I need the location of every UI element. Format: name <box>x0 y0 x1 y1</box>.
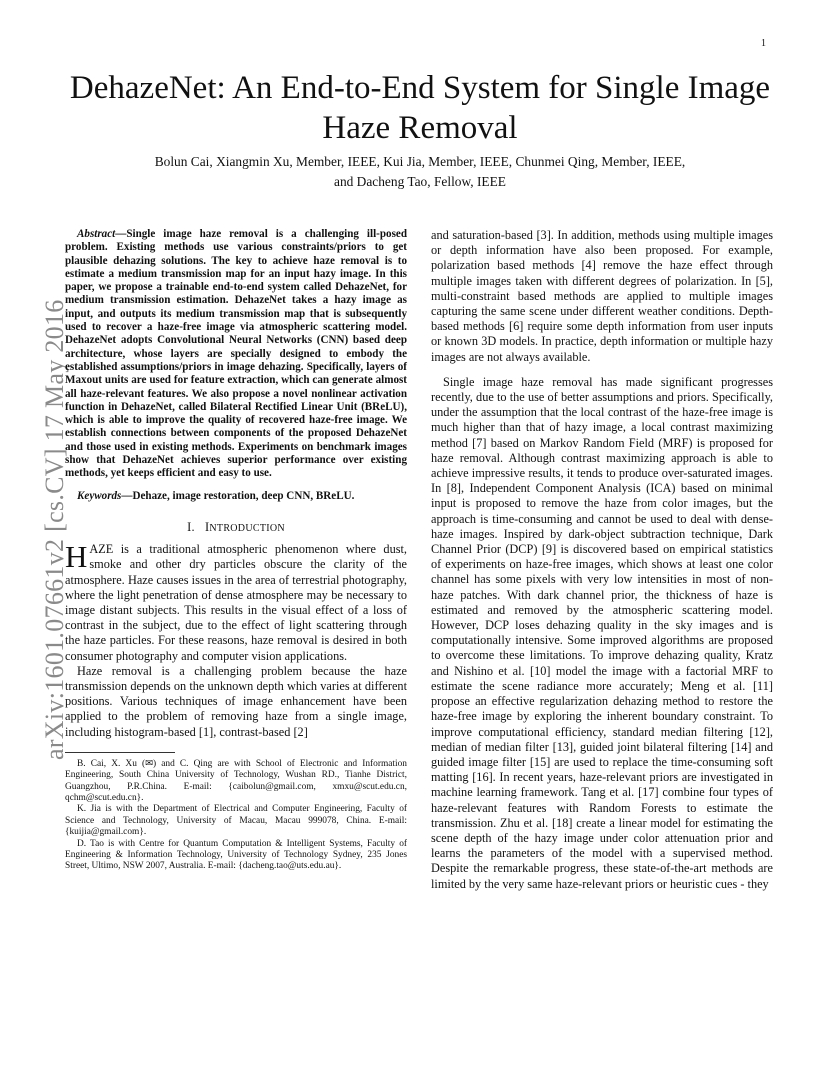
authors-line-1: Bolun Cai, Xiangmin Xu, Member, IEEE, Kui Jia, Member, IEEE, Chunmei Qing, Member, IEEE, <box>154 154 686 169</box>
intro-paragraph-1-text: AZE is a traditional atmospheric phenomenon where dust, smoke and other dry particles obscure the clarity of the atmosphere. Haze causes issues in the area of terrestrial photography, where the light penetration of dense atmosphere may be necessary to image distant subjects. This results in the visual effect of a loss of contrast in the subject, due to the effect of light scattering through the haze particles. For these reasons, haze removal is desired in both consumer photography and computer vision applications. <box>65 542 407 663</box>
intro-paragraph-2: Haze removal is a challenging problem because the haze transmission depends on the unknown depth which varies at different positions. Various techniques of image enhancement have been applied to the problem of removing haze from a single image, including histogram-based [1], contrast-based [2] <box>65 663 407 739</box>
footnote-affiliation-1: B. Cai, X. Xu (✉) and C. Qing are with School of Electronic and Information Engineering, South China University of Technology, Wushan RD., Tianhe District, Guangzhou, P.R.China. E-mail: {caibolun@gmail.com, xmxu@scut.edu.cn, qchm@scut.edu.cn}. <box>65 758 407 803</box>
footnote-affiliation-2: K. Jia is with the Department of Electrical and Computer Engineering, Faculty of Science and Technology, University of Macau, Macau 999078, China. E-mail: {kuijia@gmail.com}. <box>65 804 407 838</box>
keywords-text: —Dehaze, image restoration, deep CNN, BReLU. <box>121 489 355 502</box>
paragraph-gap <box>431 365 773 375</box>
body-paragraph-1: and saturation-based [3]. In addition, methods using multiple images or depth information have also been proposed. For example, polarization based methods [4] remove the haze effect through multiple images taken with different degrees of polarization. In [5], multi-constraint based methods are applied to multiple images capturing the same scene under different weather conditions. Depth-based methods [6] require some depth information from user inputs or known 3D models. In practice, depth information or multiple hazy images are not always available. <box>431 228 773 364</box>
right-column <box>431 228 773 892</box>
drop-cap: H <box>65 539 88 575</box>
section-number: I. <box>187 519 195 534</box>
page-number: 1 <box>761 38 766 49</box>
body-paragraph-2: Single image haze removal has made significant progresses recently, due to the use of better assumptions and priors. Specifically, under the assumption that the local contrast of the haze-free image is much higher than that of hazy image, a local contrast maximizing method [7] based on Markov Random Field (MRF) is proposed for haze removal. Although contrast maximizing approach is able to achieve impressive results, it tends to produce over-saturated images. In [8], Independent Component Analysis (ICA) based on minimal input is proposed to remove the haze from color images, but the approach is time-consuming and cannot be used to deal with dense-haze images. Inspired by dark-object subtraction technique, Dark Channel Prior (DCP) [9] is discovered based on empirical statistics of experiments on haze-free images, which shows at least one color channel has some pixels with very low intensities in most of non-haze patches. With dark channel prior, the thickness of haze is estimated and removed by the atmospheric scattering model. However, DCP loses dehazing quality in the sky images and is computationally intensive. Some improved algorithms are proposed to overcome these limitations. To improve dehazing quality, Kratz and Nishino et al. [10] model the image with a factorial MRF to estimate the scene radiance more accurately; Meng et al. [11] propose an effective regularization dehazing method to restore the haze-free image by exploring the inherent boundary constraint. To improve computational efficiency, standard median filtering [12], median of median filter [13], guided joint bilateral filtering [14] and guided image filter [15] are used to replace the time-consuming soft matting [16]. In recent years, haze-relevant priors are investigated in machine learning framework. Tang et al. [17] combine four types of haze-relevant features with Random Forests to estimate the transmission. Zhu et al. [18] create a linear model for estimating the scene depth of the hazy image under color attenuation prior and learns the parameters of the model with a supervised method. Despite the remarkable progress, these state-of-the-art methods are limited by the very same haze-relevant priors or heuristic cues - they <box>431 374 773 891</box>
title-line-1: DehazeNet: An End-to-End System for Single Image <box>69 70 771 106</box>
intro-paragraph-1 <box>65 539 407 664</box>
title-line-2: Haze Removal <box>322 110 518 146</box>
footnote-rule <box>65 752 175 753</box>
abstract <box>65 228 407 481</box>
arxiv-stamp: arXiv:1601.07661v2 [cs.CV] 17 May 2016 <box>40 299 69 760</box>
keywords-lead: Keywords <box>77 489 122 502</box>
section-title-first: I <box>204 519 210 534</box>
left-column <box>65 228 407 873</box>
author-list <box>60 152 780 192</box>
section-title-rest: NTRODUCTION <box>209 522 285 534</box>
paper-title <box>60 68 780 148</box>
keywords <box>65 490 407 503</box>
authors-line-2: and Dacheng Tao, Fellow, IEEE <box>334 174 506 189</box>
footnote-affiliation-3: D. Tao is with Centre for Quantum Computation & Intelligent Systems, Faculty of Engineering & Information Technology, University of Technology Sydney, 235 Jones Street, Ultimo, NSW 2007, Australia. E-mail: {dacheng.tao@uts.edu.au}. <box>65 838 407 872</box>
abstract-text: —Single image haze removal is a challenging ill-posed problem. Existing methods use various constraints/priors to get plausible dehazing solutions. The key to achieve haze removal is to estimate a medium transmission map for an input hazy image. In this paper, we propose a trainable end-to-end system called DehazeNet, for medium transmission estimation. DehazeNet takes a hazy image as input, and outputs its medium transmission map that is subsequently used to recover a haze-free image via atmospheric scattering model. DehazeNet adopts Convolutional Neural Networks (CNN) based deep architecture, whose layers are specially designed to embody the established assumptions/priors in image dehazing. Specifically, layers of Maxout units are used for feature extraction, which can generate almost all haze-relevant features. We also propose a novel nonlinear activation function in DehazeNet, called Bilateral Rectified Linear Unit (BReLU), which is able to improve the quality of recovered haze-free image. We establish connections between components of the proposed DehazeNet and those used in existing methods. Experiments on benchmark images show that DehazeNet achieves superior performance over existing methods, yet keeps efficient and easy to use. <box>65 228 407 480</box>
section-heading <box>65 520 407 536</box>
abstract-lead: Abstract <box>77 228 116 240</box>
